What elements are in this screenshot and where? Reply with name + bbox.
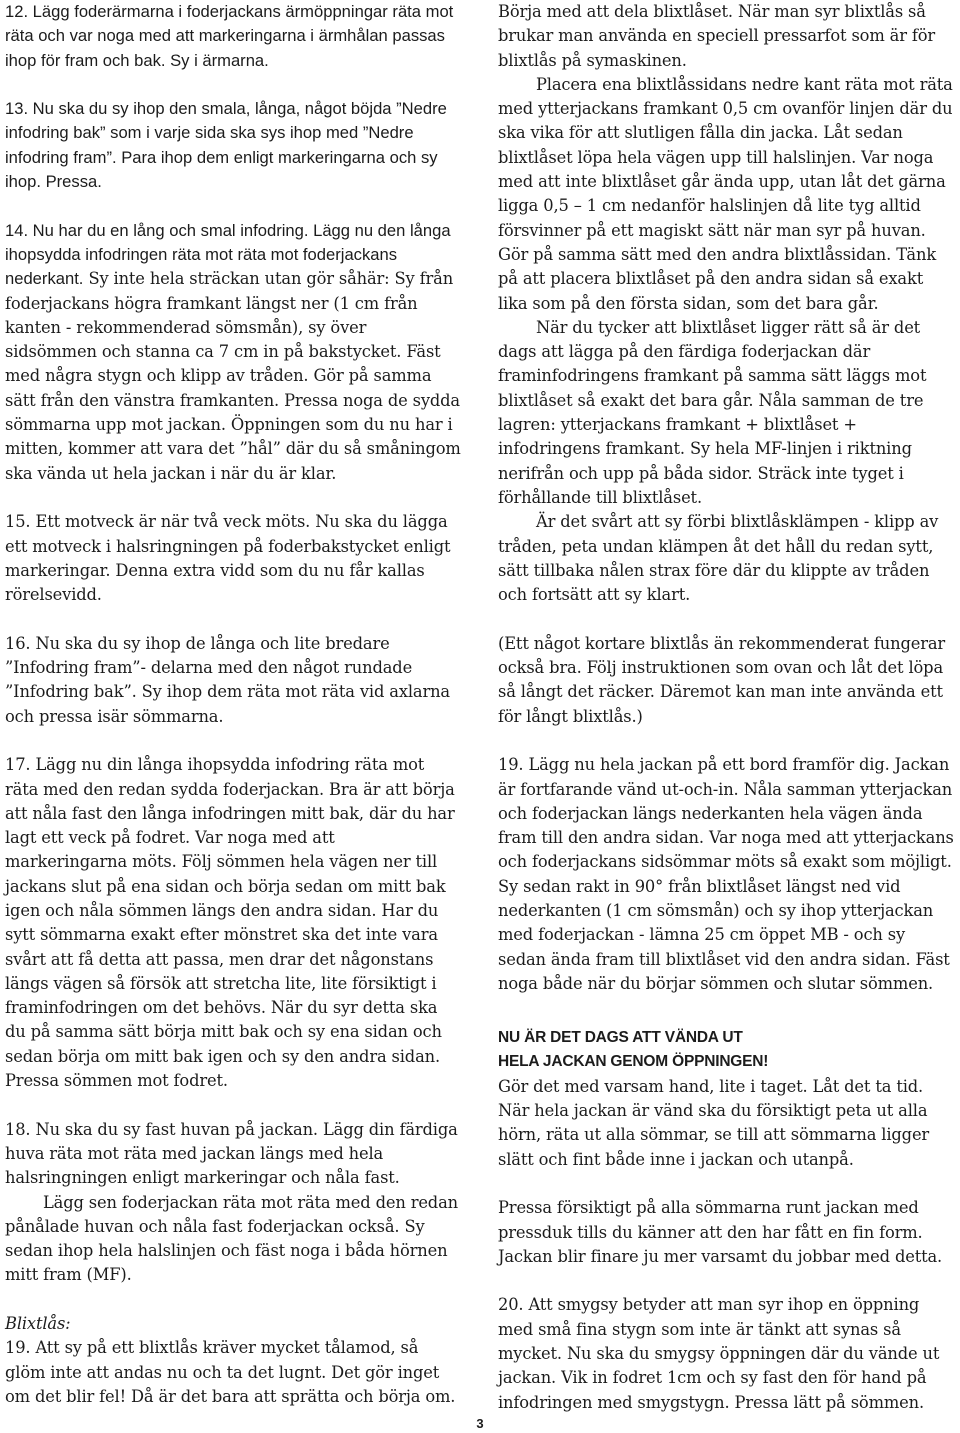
turn-out-heading-line1: NU ÄR DET DAGS ATT VÄNDA UT — [498, 1029, 743, 1047]
page-number: 3 — [476, 1416, 484, 1431]
zipper-tip-paragraph: Är det svårt att sy förbi blixtlåsklämpen - klipp av tråden, peta undan klämpen åt det håll du redan sytt, sätt tillbaka nålen strax före där du klippte av tråden och fortsätt att sy klart. — [498, 512, 939, 605]
right-column — [498, 0, 955, 1415]
zipper-note-paragraph: (Ett något kortare blixtlås än rekommenderat fungerar också bra. Följ instruktionen som ovan och låt det löpa så långt det räcker. Däremot kan man inte använda ett för långt blixtlås.) — [498, 633, 946, 726]
step-16-paragraph: 16. Nu ska du sy ihop de långa och lite bredare ”Infodring fram”- delarna med den något rundade ”Infodring bak”. Sy ihop dem räta mot räta vid axlarna och pressa isär sömmarna. — [5, 633, 450, 726]
blixtlas-heading: Blixtlås: — [5, 1314, 71, 1334]
pressing-paragraph: Pressa försiktigt på alla sömmarna runt jackan med pressduk tills du känner att den har fått en fin form. Jackan blir finare ju mer varsamt du jobbar med detta. — [498, 1198, 943, 1266]
step-15-paragraph: 15. Ett motveck är när två veck möts. Nu ska du lägga ett motveck i halsringningen på foderbakstycket enligt markeringar. Denna extra vidd som du nu får kallas rörelsevidd. — [5, 512, 451, 605]
step-19-start-paragraph: 19. Att sy på ett blixtlås kräver mycket tålamod, så glöm inte att andas nu och ta det lugnt. Det gör inget om det blir fel! Då är det bara att sprätta och börja om. — [5, 1338, 456, 1406]
step-17-paragraph: 17. Lägg nu din långa ihopsydda infodring räta mot räta med den redan sydda foderjackan. Bra är att börja att nåla fast den långa infodringen mitt bak, där du har lagt ett veck på fodret. Var noga med att markeringarna möts. Följ sömmen hela vägen ner till jackans slut på ena sidan och börja sedan om mitt bak igen och nåla sömmen längs den andra sidan. Har du sytt sömmarna exakt efter mönstret ska det inte vara svårt att få detta att passa, men drar det någonstans längs vägen så försök att stretcha lite, lite försiktigt i framinfodringen om det behövs. När du syr detta ska du på samma sätt börja mitt bak och sy ena sidan och sedan börja om mitt bak igen och sy den andra sidan. Pressa sömmen mot fodret. — [5, 755, 455, 1091]
step-12-paragraph: 12. Lägg foderärmarna i foderjackans ärmöppningar räta mot räta och var noga med att markeringarna i ärmhålan passas ihop för fram och bak. Sy i ärmarna. — [5, 2, 454, 70]
step-19-paragraph: 19. Lägg nu hela jackan på ett bord framför dig. Jackan är fortfarande vänd ut-och-in. Nåla samman ytterjackan och foderjackan längs nederkanten hela vägen ända fram till den andra sidan. Var noga med att ytterjackans och foderjackans sidsömmar möts så exakt som möjligt. Sy sedan rakt in 90° från blixtlåset längst ned vid nederkanten (1 cm sömsmån) och sy ihop ytterjackan med foderjackan - lämna 25 cm öppet MB - och sy sedan ända fram till blixtlåset vid den andra sidan. Fäst noga både när du börjar sömmen och slutar sömmen. — [498, 755, 954, 993]
step-20-paragraph: 20. Att smygsy betyder att man syr ihop en öppning med små fina stygn som inte är tänkt att synas så mycket. Nu ska du smygsy öppningen där du vände ut jackan. Vik in fodret 1cm och sy fast den för hand på infodringen med smygstygn. Pressa lätt på sömmen. — [498, 1295, 940, 1412]
zipper-intro-paragraph: Börja med att dela blixtlåset. När man syr blixtlås så brukar man använda en speciell pressarfot som är för blixtlås på symaskinen. — [498, 2, 936, 70]
left-column — [5, 0, 461, 1409]
step-14-lead: 14. Nu har du en lång och smal infodring. Lägg nu den långa ihopsydda infodringen räta mot räta mot foderjackans nederkant. — [5, 220, 451, 289]
zipper-lining-paragraph: När du tycker att blixtlåset ligger rätt så är det dags att lägga på den färdiga foderjackan där framinfodringens framkant på samma sätt läggs mot blixtlåset så exakt det bara går. Nåla samman de tre lagren: ytterjackans framkant + blixtlåset + infodringens framkant. Sy hela MF-linjen i riktning nerifrån och upp på båda sidor. Sträck inte tyget i förhållande till blixtlåset. — [498, 317, 927, 507]
turn-out-paragraph: Gör det med varsam hand, lite i taget. Låt det ta tid. När hela jackan är vänd ska du försiktigt peta ut alla hörn, räta ut alla sömmar, se till att sömmarna ligger slätt och fint både inne i jackan och utanpå. — [498, 1076, 930, 1169]
step-18-continuation: Lägg sen foderjackan räta mot räta med den redan pånålade huvan och nåla fast foderjackan också. Sy sedan ihop hela halslinjen och fäst noga i båda hörnen mitt fram (MF). — [5, 1192, 458, 1285]
step-14-paragraph — [5, 219, 461, 486]
step-13-paragraph: 13. Nu ska du sy ihop den smala, långa, något böjda ”Nedre infodring bak” som i varje sida ska sys ihop med ”Nedre infodring fram”. Para ihop dem enligt markeringarna och sy ihop. Pressa. — [5, 99, 447, 192]
step-18-paragraph: 18. Nu ska du sy fast huvan på jackan. Lägg din färdiga huva räta mot räta med jackan längs med hela halsringningen enligt markeringar och nåla fast. — [5, 1119, 458, 1188]
step-14-rest: Sy inte hela sträckan utan gör såhär: Sy från foderjackans högra framkant längst ner (1 cm från kanten - rekommenderad sömsmån), sy över sidsömmen och stanna ca 7 cm in på bakstycket. Fäst med några stygn och klipp av tråden. Gör på samma sätt från den vänstra framkanten. Pressa noga de sydda sömmarna upp mot jackan. Öppningen som du nu har i mitten, kommer att vara det ”hål” där du så småningom ska vända ut hela jackan i när du är klar. — [5, 269, 461, 483]
turn-out-heading-line2: HELA JACKAN GENOM ÖPPNINGEN! — [498, 1053, 769, 1071]
zipper-placement-paragraph: Placera ena blixtlåssidans nedre kant räta mot räta med ytterjackans framkant 0,5 cm ovanför linjen där du ska vika för att slutligen fålla din jacka. Låt sedan blixtlåset löpa hela vägen upp till halslinjen. Var noga med att inte blixtlåset går ända upp, utan låt det gärna ligga 0,5 – 1 cm nedanför halslinjen då lite tyg alltid försvinner på ett magiskt sätt när man syr på huvan. Gör på samma sätt med den andra blixtlåssidan. Tänk på att placera blixtlåset på den andra sidan så exakt lika som på den första sidan, som det bara går. — [498, 74, 953, 313]
